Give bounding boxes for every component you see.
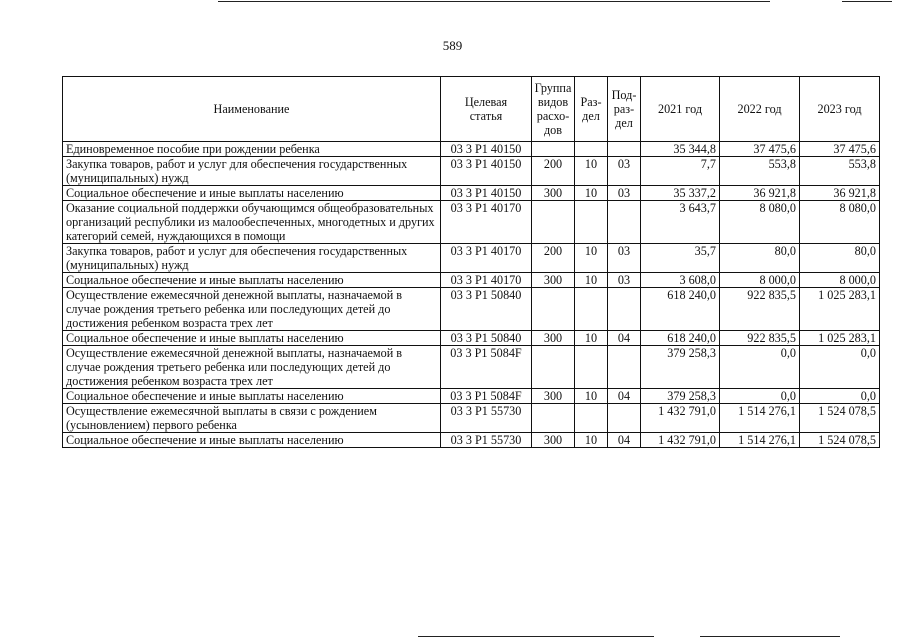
table-row <box>63 186 880 201</box>
table-row <box>63 157 880 186</box>
cell-target-article: 03 3 P1 40170 <box>441 273 532 288</box>
cell-2023: 0,0 <box>800 389 880 404</box>
cell-section <box>575 346 608 389</box>
cell-target-article: 03 3 P1 40150 <box>441 157 532 186</box>
cell-target-article: 03 3 P1 50840 <box>441 288 532 331</box>
cell-section: 10 <box>575 186 608 201</box>
table-row <box>63 288 880 331</box>
cell-2023: 1 025 283,1 <box>800 331 880 346</box>
cell-section <box>575 201 608 244</box>
cell-2022: 80,0 <box>720 244 800 273</box>
cell-section: 10 <box>575 273 608 288</box>
cell-expense-group: 300 <box>532 331 575 346</box>
cell-expense-group: 200 <box>532 157 575 186</box>
cell-section <box>575 404 608 433</box>
cell-2022: 0,0 <box>720 346 800 389</box>
cell-2022: 1 514 276,1 <box>720 404 800 433</box>
cell-name: Социальное обеспечение и иные выплаты населению <box>63 433 441 448</box>
cell-target-article: 03 3 P1 40170 <box>441 201 532 244</box>
cell-expense-group <box>532 288 575 331</box>
cell-name: Оказание социальной поддержки обучающимся общеобразовательных организаций республики из малообеспеченных, многодетных и других категорий семей, нуждающихся в помощи <box>63 201 441 244</box>
cell-2023: 1 524 078,5 <box>800 433 880 448</box>
cell-2021: 7,7 <box>641 157 720 186</box>
cell-expense-group: 300 <box>532 389 575 404</box>
cell-expense-group <box>532 404 575 433</box>
header-subsection: Под- раз- дел <box>608 77 641 142</box>
table-row <box>63 404 880 433</box>
header-name: Наименование <box>63 77 441 142</box>
cell-section <box>575 288 608 331</box>
cell-subsection: 04 <box>608 433 641 448</box>
cell-2021: 379 258,3 <box>641 389 720 404</box>
cell-name: Закупка товаров, работ и услуг для обеспечения государственных (муниципальных) нужд <box>63 157 441 186</box>
cell-2021: 618 240,0 <box>641 331 720 346</box>
cell-subsection: 03 <box>608 186 641 201</box>
cell-2022: 37 475,6 <box>720 142 800 157</box>
cell-2023: 36 921,8 <box>800 186 880 201</box>
cell-target-article: 03 3 P1 55730 <box>441 404 532 433</box>
cell-subsection: 04 <box>608 331 641 346</box>
cell-2021: 618 240,0 <box>641 288 720 331</box>
cell-2023: 553,8 <box>800 157 880 186</box>
cell-subsection: 03 <box>608 244 641 273</box>
cell-subsection: 04 <box>608 389 641 404</box>
cell-subsection: 03 <box>608 273 641 288</box>
cell-expense-group: 200 <box>532 244 575 273</box>
cell-2022: 922 835,5 <box>720 288 800 331</box>
cell-expense-group <box>532 201 575 244</box>
cell-subsection: 03 <box>608 157 641 186</box>
cell-2021: 379 258,3 <box>641 346 720 389</box>
cell-name: Социальное обеспечение и иные выплаты населению <box>63 389 441 404</box>
table-row <box>63 389 880 404</box>
cell-name: Осуществление ежемесячной денежной выплаты, назначаемой в случае рождения третьего ребенка или последующих детей до достижения ребенком возраста трех лет <box>63 288 441 331</box>
cell-target-article: 03 3 P1 55730 <box>441 433 532 448</box>
table-body <box>63 142 880 448</box>
scan-edge-line-top <box>218 1 770 2</box>
cell-2023: 8 080,0 <box>800 201 880 244</box>
cell-2022: 553,8 <box>720 157 800 186</box>
scan-edge-line-bottom-right <box>700 636 840 637</box>
cell-expense-group <box>532 142 575 157</box>
header-expense-group: Группа видов расхо- дов <box>532 77 575 142</box>
cell-2021: 3 608,0 <box>641 273 720 288</box>
cell-target-article: 03 3 P1 5084F <box>441 346 532 389</box>
table-row <box>63 346 880 389</box>
cell-target-article: 03 3 P1 40170 <box>441 244 532 273</box>
scan-edge-line-top-right <box>842 1 892 2</box>
cell-expense-group: 300 <box>532 186 575 201</box>
cell-subsection <box>608 142 641 157</box>
cell-name: Осуществление ежемесячной выплаты в связи с рождением (усыновлением) первого ребенка <box>63 404 441 433</box>
cell-2021: 1 432 791,0 <box>641 433 720 448</box>
cell-2023: 1 524 078,5 <box>800 404 880 433</box>
cell-2022: 36 921,8 <box>720 186 800 201</box>
cell-2022: 922 835,5 <box>720 331 800 346</box>
budget-table <box>62 76 880 448</box>
cell-2022: 8 080,0 <box>720 201 800 244</box>
cell-section: 10 <box>575 389 608 404</box>
cell-name: Осуществление ежемесячной денежной выплаты, назначаемой в случае рождения третьего ребенка или последующих детей до достижения ребенком возраста трех лет <box>63 346 441 389</box>
table-row <box>63 244 880 273</box>
header-year-2023: 2023 год <box>800 77 880 142</box>
cell-name: Социальное обеспечение и иные выплаты населению <box>63 273 441 288</box>
cell-target-article: 03 3 P1 40150 <box>441 186 532 201</box>
cell-target-article: 03 3 P1 50840 <box>441 331 532 346</box>
page-number: 589 <box>442 38 463 53</box>
table-row <box>63 433 880 448</box>
cell-expense-group: 300 <box>532 433 575 448</box>
header-section: Раз- дел <box>575 77 608 142</box>
cell-2021: 35,7 <box>641 244 720 273</box>
cell-subsection <box>608 346 641 389</box>
header-year-2022: 2022 год <box>720 77 800 142</box>
cell-2022: 8 000,0 <box>720 273 800 288</box>
cell-section: 10 <box>575 244 608 273</box>
cell-section: 10 <box>575 157 608 186</box>
cell-2022: 1 514 276,1 <box>720 433 800 448</box>
cell-subsection <box>608 201 641 244</box>
cell-2021: 35 344,8 <box>641 142 720 157</box>
table-row <box>63 142 880 157</box>
header-target-article: Целевая статья <box>441 77 532 142</box>
cell-2023: 1 025 283,1 <box>800 288 880 331</box>
cell-2021: 1 432 791,0 <box>641 404 720 433</box>
cell-name: Закупка товаров, работ и услуг для обеспечения государственных (муниципальных) нужд <box>63 244 441 273</box>
cell-expense-group <box>532 346 575 389</box>
cell-subsection <box>608 404 641 433</box>
cell-subsection <box>608 288 641 331</box>
cell-expense-group: 300 <box>532 273 575 288</box>
cell-target-article: 03 3 P1 40150 <box>441 142 532 157</box>
cell-2023: 37 475,6 <box>800 142 880 157</box>
table-row <box>63 201 880 244</box>
cell-2023: 8 000,0 <box>800 273 880 288</box>
cell-name: Единовременное пособие при рождении ребенка <box>63 142 441 157</box>
cell-section: 10 <box>575 433 608 448</box>
cell-name: Социальное обеспечение и иные выплаты населению <box>63 186 441 201</box>
cell-2022: 0,0 <box>720 389 800 404</box>
header-year-2021: 2021 год <box>641 77 720 142</box>
table-row <box>63 273 880 288</box>
table-row <box>63 331 880 346</box>
cell-section: 10 <box>575 331 608 346</box>
cell-2023: 0,0 <box>800 346 880 389</box>
cell-2021: 3 643,7 <box>641 201 720 244</box>
table-header-row <box>63 77 880 142</box>
cell-2023: 80,0 <box>800 244 880 273</box>
cell-2021: 35 337,2 <box>641 186 720 201</box>
cell-section <box>575 142 608 157</box>
scan-edge-line-bottom <box>418 636 654 637</box>
cell-target-article: 03 3 P1 5084F <box>441 389 532 404</box>
cell-name: Социальное обеспечение и иные выплаты населению <box>63 331 441 346</box>
